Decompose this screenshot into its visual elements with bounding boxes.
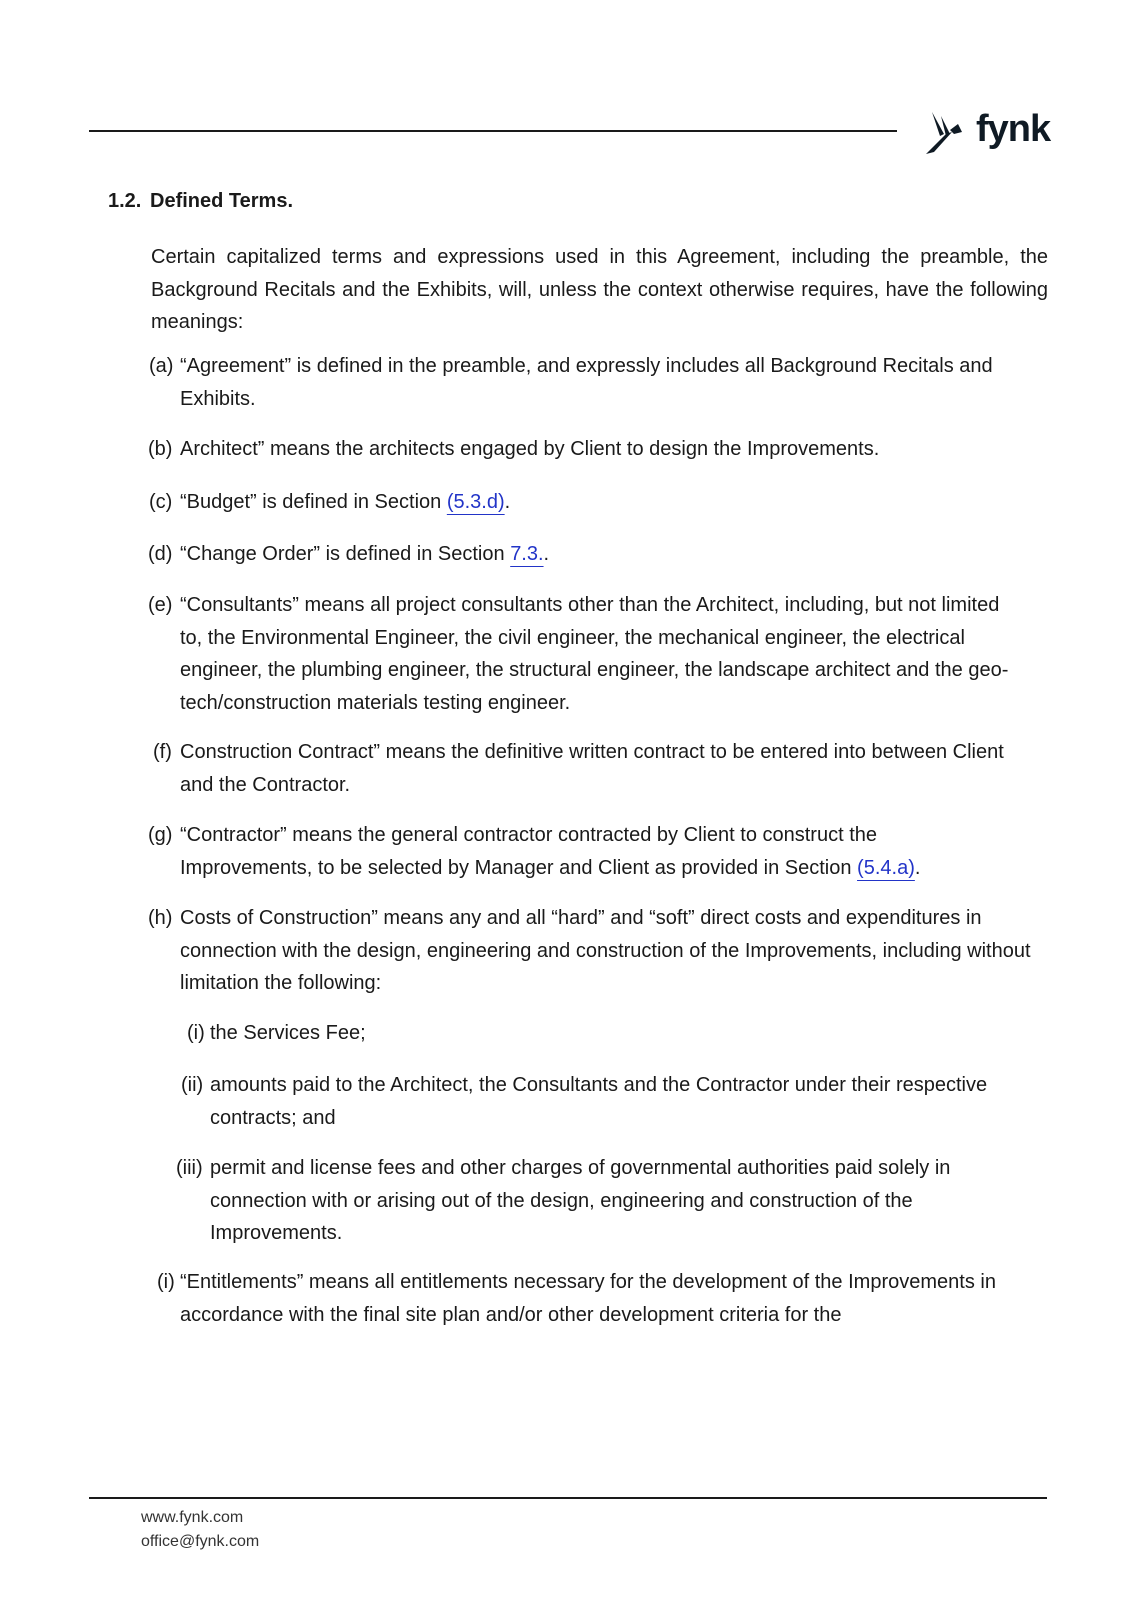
item-label: (ii) [181,1074,204,1096]
item-label: (d) [148,543,173,565]
item-label: (f) [153,741,172,763]
item-text: “Change Order” is defined in Section 7.3.. [180,543,550,565]
item-label: (e) [148,594,173,616]
footer [141,1506,259,1554]
item-text: “Entitlements” means all entitlements necessary for the development of the Improvements in accordance with the final site plan and/or other development criteria for the [180,1271,996,1326]
logo-wordmark: fynk [976,107,1051,150]
item-text: “Agreement” is defined in the preamble, and expressly includes all Background Recitals and Exhibits. [180,355,993,410]
item-text: amounts paid to the Architect, the Consultants and the Contractor under their respective contracts; and [210,1074,988,1129]
item-text: Costs of Construction” means any and all “hard” and “soft” direct costs and expenditures in connection with the design, engineering and construction of the Improvements, including without limitation the following: [180,907,1031,994]
item-label: (h) [148,907,173,929]
header-divider [89,130,897,132]
section-number: 1.2. [108,190,142,212]
fynk-logo [922,108,1050,158]
item-label: (iii) [176,1157,203,1179]
item-text: permit and license fees and other charges of governmental authorities paid solely in connection with or arising out of the design, engineering and construction of the Improvements. [210,1157,951,1244]
section-link-5-3-d[interactable]: (5.3.d) [446,491,505,513]
section-heading [108,190,293,213]
item-text: the Services Fee; [210,1022,366,1044]
item-label: (a) [149,355,174,377]
item-text: Architect” means the architects engaged by Client to design the Improvements. [180,438,880,460]
item-label: (b) [148,438,173,460]
intro-paragraph: Certain capitalized terms and expressions used in this Agreement, including the preamble, the Background Recitals and the Exhibits, will, unless the context otherwise requires, have the following meanings: [151,246,1048,333]
item-text: “Budget” is defined in Section (5.3.d). [180,491,511,513]
section-title: Defined Terms. [150,190,293,212]
item-label: (c) [149,491,173,513]
item-text: “Consultants” means all project consultants other than the Architect, including, but not limited to, the Environmental Engineer, the civil engineer, the mechanical engineer, the electrical engineer, the plumbing engineer, the structural engineer, the landscape architect and the geo-tech/construction materials testing engineer. [180,594,1009,714]
fynk-bird-icon [922,108,972,158]
footer-website[interactable]: www.fynk.com [141,1509,244,1526]
section-link-5-4-a[interactable]: (5.4.a) [857,856,915,879]
item-text: Construction Contract” means the definitive written contract to be entered into between Client and the Contractor. [180,741,1004,796]
item-label: (g) [148,824,173,846]
item-label: (i) [157,1271,175,1293]
item-text: “Contractor” means the general contractor contracted by Client to construct the Improvements, to be selected by Manager and Client as provided in Section (5.4.a). [180,824,921,879]
footer-email[interactable]: office@fynk.com [141,1533,260,1550]
section-link-7-3[interactable]: 7.3. [510,543,544,565]
footer-divider [89,1497,1047,1499]
item-label: (i) [187,1022,205,1044]
